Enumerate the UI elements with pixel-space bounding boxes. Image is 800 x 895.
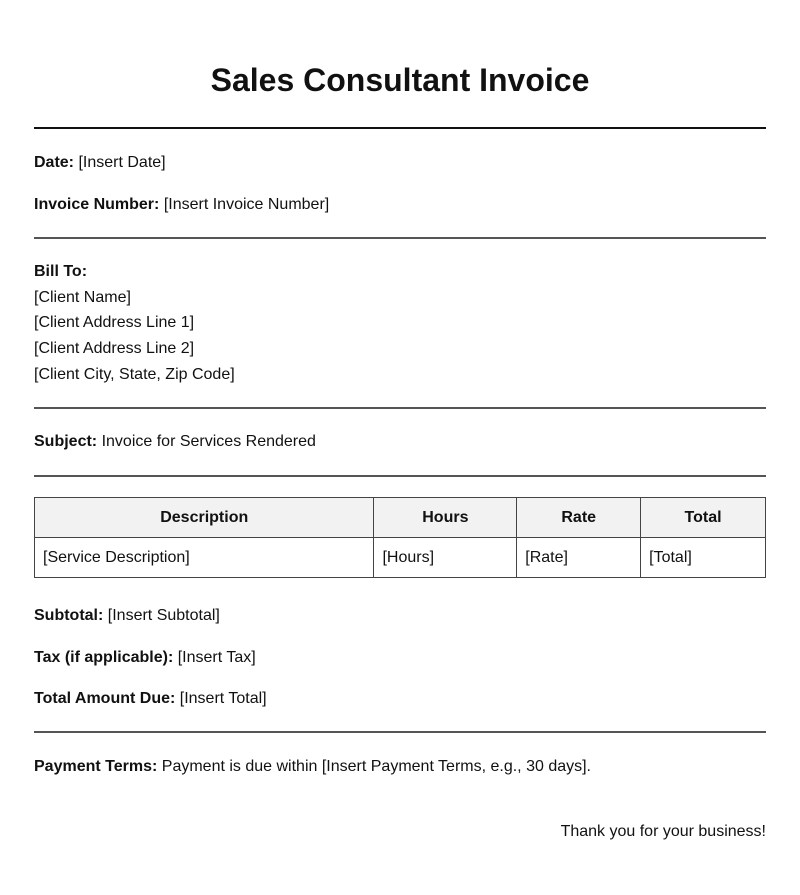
cell-rate: [Rate] xyxy=(517,538,641,578)
payment-terms-label: Payment Terms: xyxy=(34,758,158,775)
table-header-row xyxy=(35,498,766,538)
tax-label: Tax (if applicable): xyxy=(34,649,174,666)
subtotal-value: [Insert Subtotal] xyxy=(107,607,220,624)
subject-value: Invoice for Services Rendered xyxy=(101,433,316,450)
invoice-title: Sales Consultant Invoice xyxy=(210,62,590,98)
divider xyxy=(34,475,766,477)
column-header-rate: Rate xyxy=(517,498,641,538)
tax-line xyxy=(34,648,256,668)
divider xyxy=(34,731,766,733)
divider xyxy=(34,407,766,409)
cell-description: [Service Description] xyxy=(35,538,374,578)
subject-label: Subject: xyxy=(34,433,98,450)
date-value: [Insert Date] xyxy=(78,154,166,171)
invoice-number-value: [Insert Invoice Number] xyxy=(163,196,330,213)
total-due-label: Total Amount Due: xyxy=(34,690,176,707)
client-address-line-2: [Client Address Line 2] xyxy=(34,340,195,357)
date-label: Date: xyxy=(34,154,75,171)
column-header-description: Description xyxy=(35,498,374,538)
invoice-number-label: Invoice Number: xyxy=(34,196,160,213)
client-city-state-zip: [Client City, State, Zip Code] xyxy=(34,366,235,383)
bill-to-label: Bill To: xyxy=(34,263,88,280)
payment-terms-value: Payment is due within [Insert Payment Terms, e.g., 30 days]. xyxy=(161,758,591,775)
payment-terms-line xyxy=(34,757,591,777)
table-row xyxy=(35,538,766,578)
cell-total: [Total] xyxy=(641,538,766,578)
subtotal-label: Subtotal: xyxy=(34,607,104,624)
column-header-hours: Hours xyxy=(374,498,517,538)
client-address-line-1: [Client Address Line 1] xyxy=(34,314,195,331)
client-name: [Client Name] xyxy=(34,289,131,306)
date-line xyxy=(34,153,166,173)
subject-line xyxy=(34,432,316,452)
subtotal-line xyxy=(34,606,220,626)
thank-you-note: Thank you for your business! xyxy=(560,823,766,840)
divider xyxy=(34,237,766,239)
column-header-total: Total xyxy=(641,498,766,538)
invoice-number-line xyxy=(34,195,329,215)
services-table xyxy=(34,497,766,578)
total-due-value: [Insert Total] xyxy=(179,690,267,707)
tax-value: [Insert Tax] xyxy=(177,649,256,666)
total-due-line xyxy=(34,689,267,709)
cell-hours: [Hours] xyxy=(374,538,517,578)
bill-to-label-line xyxy=(34,262,87,282)
divider xyxy=(34,127,766,129)
